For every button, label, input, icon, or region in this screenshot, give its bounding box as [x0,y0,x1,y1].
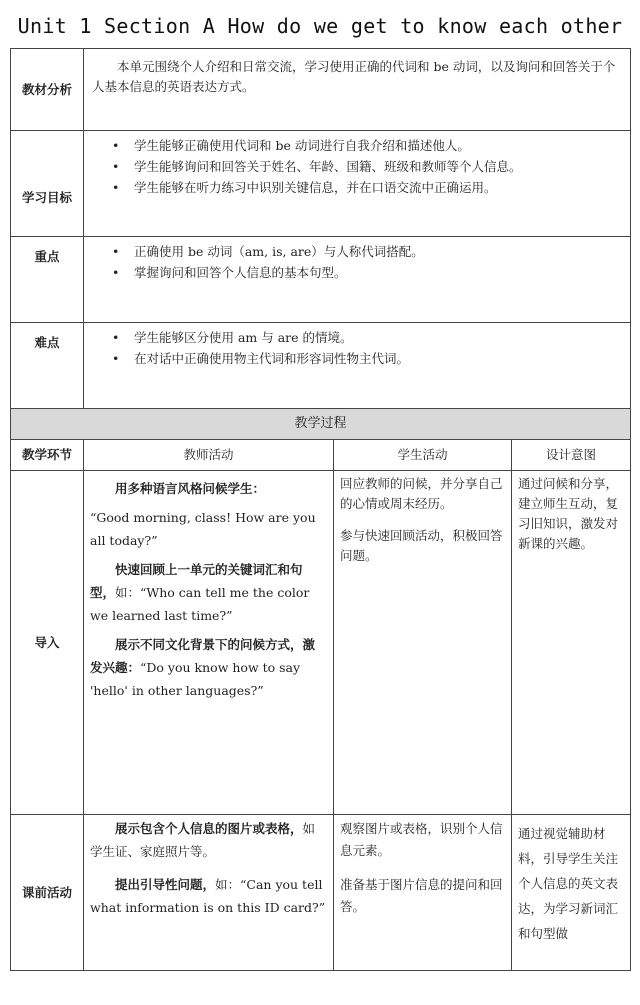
design-intent: 通过问候和分享，建立师生互动，复习旧知识，激发对新课的兴趣。 [512,471,631,815]
objectives-cell [84,131,631,237]
student-step: 准备基于图片信息的提问和回答。 [340,877,503,914]
student-step: 观察图片或表格，识别个人信息元素。 [340,821,503,858]
student-activity [334,815,512,971]
document-title: Unit 1 Section A How do we get to know each other [17,14,623,38]
stage-label: 课前活动 [11,815,84,971]
difficulties-label: 难点 [11,323,84,409]
teacher-step-bold: 展示包含个人信息的图片或表格， [115,821,303,836]
list-item: • 正确使用 be 动词（am, is, are）与人称代词搭配。 [134,241,630,262]
student-step: 回应教师的问候，并分享自己的心情或周末经历。 [340,476,503,511]
column-header-teacher: 教师活动 [84,440,334,471]
key-points-list [84,241,630,283]
column-header-intent: 设计意图 [512,440,631,471]
design-intent: 通过视觉辅助材料，引导学生关注个人信息的英文表达，为学习新词汇和句型做 [512,815,631,971]
teacher-step-text: 如：“Who can tell me the color we learned last time?” [90,585,310,623]
analysis-label: 教材分析 [11,49,84,131]
teacher-step-bold: 快速回顾上一单元的关键词汇和句型， [90,562,303,600]
list-item: • 学生能够在听力练习中识别关键信息，并在口语交流中正确运用。 [134,177,630,198]
list-item: • 掌握询问和回答个人信息的基本句型。 [134,262,630,283]
table-row [11,815,631,971]
teacher-step-bold: 用多种语言风格问候学生： [115,481,266,496]
difficulties-cell [84,323,631,409]
student-activity [334,471,512,815]
list-item: • 在对话中正确使用物主代词和形容词性物主代词。 [134,348,630,369]
list-item: • 学生能够区分使用 am 与 are 的情境。 [134,327,630,348]
key-points-cell [84,237,631,323]
column-header-student: 学生活动 [334,440,512,471]
stage-label: 导入 [11,471,84,815]
key-points-label: 重点 [11,237,84,323]
process-heading: 教学过程 [11,409,631,440]
teacher-step-text: 如：“Can you tell what information is on this ID card?” [90,877,326,915]
student-step: 参与快速回顾活动，积极回答问题。 [340,528,503,563]
teacher-step-bold: 提出引导性问题， [115,877,216,892]
list-item: • 学生能够正确使用代词和 be 动词进行自我介绍和描述他人。 [134,135,630,156]
lesson-plan-table [10,48,631,971]
objectives-list [84,135,630,198]
column-header-stage: 教学环节 [11,440,84,471]
list-item: • 学生能够询问和回答关于姓名、年龄、国籍、班级和教师等个人信息。 [134,156,630,177]
teacher-activity [84,471,334,815]
objectives-label: 学习目标 [11,131,84,237]
teacher-step-text: 如学生证、家庭照片等。 [90,821,316,859]
table-row [11,471,631,815]
difficulties-list [84,327,630,369]
analysis-text: 本单元围绕个人介绍和日常交流，学习使用正确的代词和 be 动词，以及询问和回答关于个人基本信息的英语表达方式。 [84,49,631,131]
teacher-step-text: “Good morning, class! How are you all today?” [90,510,316,548]
teacher-activity [84,815,334,971]
teacher-step-text: “Do you know how to say 'hello' in other languages?” [90,660,301,698]
teacher-step-bold: 展示不同文化背景下的问候方式，激发兴趣： [90,637,316,675]
